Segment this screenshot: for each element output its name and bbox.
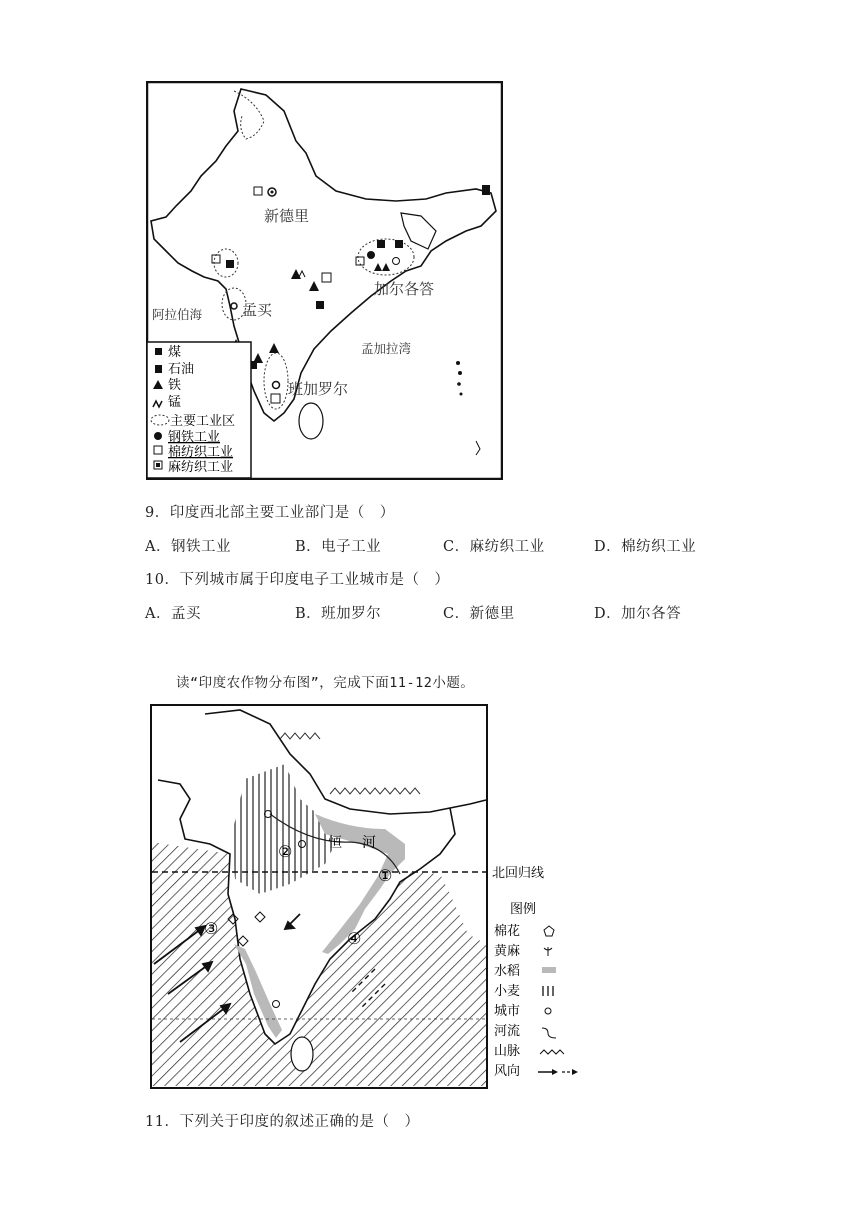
legend-city: 城市 bbox=[494, 1004, 521, 1019]
legend-wind: 风向 bbox=[494, 1064, 521, 1079]
q9-option-a[interactable]: A．钢铁工业 bbox=[145, 539, 231, 555]
legend-oil: 石油 bbox=[168, 362, 195, 377]
marker-1: ① bbox=[378, 866, 393, 885]
map2-legend bbox=[492, 865, 578, 1079]
sea-bengal: 孟加拉湾 bbox=[361, 341, 412, 356]
q10-option-a[interactable]: A．孟买 bbox=[145, 606, 201, 622]
legend-steel: 钢铁工业 bbox=[168, 430, 221, 445]
legend-wheat: 小麦 bbox=[494, 984, 521, 999]
question-10-stem: 10．下列城市属于印度电子工业城市是（ ） bbox=[145, 572, 450, 588]
marker-3: ③ bbox=[204, 919, 219, 938]
legend-rice: 水稻 bbox=[494, 964, 521, 979]
q9-option-c[interactable]: C．麻纺织工业 bbox=[443, 539, 545, 555]
legend-cotton: 棉花 bbox=[494, 924, 521, 939]
map1-legend bbox=[147, 342, 251, 478]
legend-jute: 黄麻 bbox=[494, 944, 521, 959]
q10-option-c[interactable]: C．新德里 bbox=[443, 606, 515, 622]
sea-arabian: 阿拉伯海 bbox=[152, 307, 203, 322]
legend-jute-textile: 麻纺织工业 bbox=[168, 460, 234, 475]
river-char-1: 恒 bbox=[328, 835, 342, 851]
legend-mountain: 山脉 bbox=[494, 1044, 521, 1059]
legend-river: 河流 bbox=[494, 1024, 521, 1039]
city-bangalore: 班加罗尔 bbox=[288, 380, 349, 398]
marker-4: ④ bbox=[347, 929, 362, 948]
city-kolkata: 加尔各答 bbox=[374, 280, 435, 298]
marker-2: ② bbox=[278, 842, 293, 861]
tropic-label: 北回归线 bbox=[492, 866, 545, 881]
city-delhi: 新德里 bbox=[264, 207, 310, 225]
q9-option-b[interactable]: B．电子工业 bbox=[295, 539, 382, 555]
river-char-2: 河 bbox=[362, 835, 376, 851]
question-11-stem: 11．下列关于印度的叙述正确的是（ ） bbox=[145, 1114, 420, 1130]
q9-option-d[interactable]: D．棉纺织工业 bbox=[594, 539, 697, 555]
legend-industrial-zone: 主要工业区 bbox=[170, 414, 236, 429]
legend-manganese: 锰 bbox=[168, 395, 182, 410]
industry-map bbox=[146, 81, 503, 480]
legend-coal: 煤 bbox=[168, 345, 182, 360]
city-mumbai: 孟买 bbox=[242, 301, 273, 319]
legend-cotton-textile: 棉纺织工业 bbox=[168, 445, 234, 460]
section-intro: 读“印度农作物分布图”，完成下面11-12小题。 bbox=[176, 675, 475, 691]
q10-option-d[interactable]: D．加尔各答 bbox=[594, 606, 682, 622]
legend-iron: 铁 bbox=[168, 378, 182, 393]
q10-option-b[interactable]: B．班加罗尔 bbox=[295, 606, 382, 622]
legend-title: 图例 bbox=[510, 902, 537, 917]
agriculture-map bbox=[150, 704, 590, 1090]
question-9-stem: 9．印度西北部主要工业部门是（ ） bbox=[145, 505, 395, 521]
